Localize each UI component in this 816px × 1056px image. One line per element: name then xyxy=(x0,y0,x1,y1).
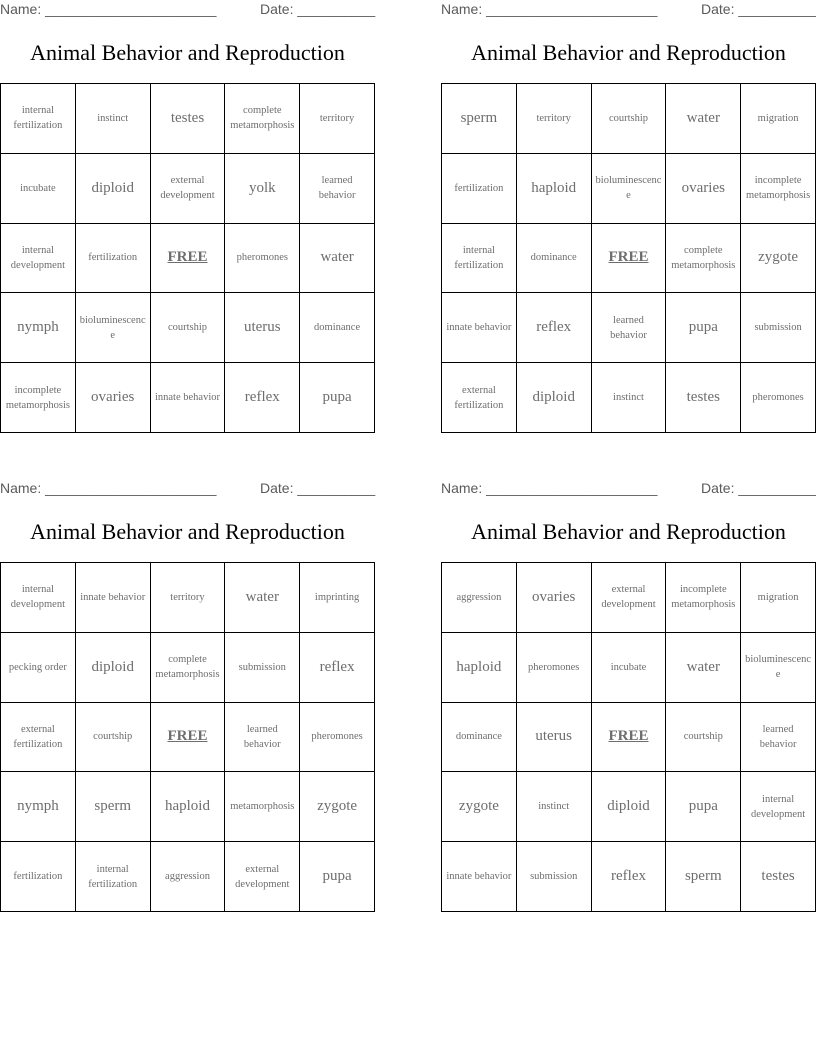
bingo-cell: pheromones xyxy=(300,703,375,773)
bingo-cell: migration xyxy=(741,84,816,154)
bingo-cell: courtship xyxy=(666,703,741,773)
bingo-cell: complete metamorphosis xyxy=(151,633,226,703)
bingo-cell: testes xyxy=(741,842,816,912)
bingo-cell: innate behavior xyxy=(442,842,517,912)
bingo-cell: dominance xyxy=(517,224,592,294)
bingo-cell: aggression xyxy=(151,842,226,912)
bingo-cell: water xyxy=(300,224,375,294)
bingo-cell: pheromones xyxy=(225,224,300,294)
card-title: Animal Behavior and Reproduction xyxy=(471,40,786,65)
bingo-cell: haploid xyxy=(442,633,517,703)
card-header xyxy=(0,1,375,19)
bingo-card-4 xyxy=(441,479,816,919)
bingo-cell: instinct xyxy=(76,84,151,154)
bingo-cell: uterus xyxy=(517,703,592,773)
bingo-cell: uterus xyxy=(225,293,300,363)
bingo-cell: imprinting xyxy=(300,563,375,633)
bingo-cell: fertilization xyxy=(76,224,151,294)
card-header xyxy=(0,480,375,498)
date-field: Date: __________ xyxy=(260,1,376,17)
bingo-cell: courtship xyxy=(592,84,667,154)
bingo-card-1 xyxy=(0,0,375,440)
bingo-cell: incubate xyxy=(1,154,76,224)
free-space: FREE xyxy=(592,224,667,294)
bingo-cell: territory xyxy=(300,84,375,154)
bingo-cell: external development xyxy=(592,563,667,633)
bingo-cell: zygote xyxy=(442,772,517,842)
bingo-grid xyxy=(441,83,816,433)
bingo-cell: reflex xyxy=(225,363,300,433)
bingo-cell: external fertilization xyxy=(442,363,517,433)
bingo-cell: internal fertilization xyxy=(1,84,76,154)
bingo-cell: reflex xyxy=(517,293,592,363)
bingo-cell: zygote xyxy=(741,224,816,294)
bingo-cell: ovaries xyxy=(517,563,592,633)
bingo-cell: sperm xyxy=(76,772,151,842)
bingo-cell: ovaries xyxy=(666,154,741,224)
bingo-cell: bioluminescence xyxy=(592,154,667,224)
bingo-cell: yolk xyxy=(225,154,300,224)
bingo-cell: metamorphosis xyxy=(225,772,300,842)
bingo-cell: courtship xyxy=(76,703,151,773)
bingo-cell: nymph xyxy=(1,772,76,842)
bingo-cell: pupa xyxy=(300,363,375,433)
bingo-cell: territory xyxy=(517,84,592,154)
bingo-cell: diploid xyxy=(517,363,592,433)
name-field: Name: ______________________ xyxy=(0,1,217,17)
bingo-cell: zygote xyxy=(300,772,375,842)
bingo-cell: testes xyxy=(666,363,741,433)
free-space: FREE xyxy=(151,703,226,773)
bingo-grid xyxy=(0,83,375,433)
card-title: Animal Behavior and Reproduction xyxy=(471,519,786,544)
card-header xyxy=(441,1,816,19)
bingo-cell: pupa xyxy=(300,842,375,912)
bingo-cell: internal development xyxy=(741,772,816,842)
bingo-cell: diploid xyxy=(592,772,667,842)
bingo-cell: instinct xyxy=(592,363,667,433)
bingo-cell: external development xyxy=(225,842,300,912)
bingo-cell: incomplete metamorphosis xyxy=(666,563,741,633)
bingo-cell: pupa xyxy=(666,772,741,842)
bingo-cell: diploid xyxy=(76,633,151,703)
bingo-cell: water xyxy=(666,633,741,703)
bingo-cell: water xyxy=(225,563,300,633)
date-field: Date: __________ xyxy=(701,480,816,496)
bingo-cell: territory xyxy=(151,563,226,633)
bingo-cell: innate behavior xyxy=(442,293,517,363)
bingo-cell: innate behavior xyxy=(76,563,151,633)
bingo-cell: innate behavior xyxy=(151,363,226,433)
bingo-cell: pecking order xyxy=(1,633,76,703)
bingo-grid xyxy=(0,562,375,912)
bingo-cell: learned behavior xyxy=(592,293,667,363)
bingo-cell: aggression xyxy=(442,563,517,633)
bingo-cell: haploid xyxy=(151,772,226,842)
bingo-cell: complete metamorphosis xyxy=(225,84,300,154)
bingo-cell: fertilization xyxy=(442,154,517,224)
name-field: Name: ______________________ xyxy=(441,1,658,17)
bingo-cell: nymph xyxy=(1,293,76,363)
bingo-cell: diploid xyxy=(76,154,151,224)
bingo-cell: fertilization xyxy=(1,842,76,912)
bingo-cell: external development xyxy=(151,154,226,224)
bingo-cell: reflex xyxy=(592,842,667,912)
bingo-cell: submission xyxy=(225,633,300,703)
bingo-cell: submission xyxy=(517,842,592,912)
free-space: FREE xyxy=(151,224,226,294)
bingo-cell: external fertilization xyxy=(1,703,76,773)
bingo-cell: dominance xyxy=(442,703,517,773)
name-field: Name: ______________________ xyxy=(0,480,217,496)
bingo-cell: sperm xyxy=(442,84,517,154)
date-field: Date: __________ xyxy=(701,1,816,17)
bingo-cell: incubate xyxy=(592,633,667,703)
bingo-cell: internal development xyxy=(1,224,76,294)
bingo-cell: learned behavior xyxy=(225,703,300,773)
bingo-cell: complete metamorphosis xyxy=(666,224,741,294)
card-title: Animal Behavior and Reproduction xyxy=(30,519,345,544)
bingo-card-2 xyxy=(441,0,816,440)
bingo-cell: incomplete metamorphosis xyxy=(1,363,76,433)
free-space: FREE xyxy=(592,703,667,773)
bingo-cell: courtship xyxy=(151,293,226,363)
bingo-cell: reflex xyxy=(300,633,375,703)
bingo-cell: pheromones xyxy=(517,633,592,703)
bingo-cell: bioluminescence xyxy=(76,293,151,363)
bingo-cell: pheromones xyxy=(741,363,816,433)
bingo-cell: submission xyxy=(741,293,816,363)
bingo-cell: internal fertilization xyxy=(442,224,517,294)
bingo-cell: migration xyxy=(741,563,816,633)
bingo-grid xyxy=(441,562,816,912)
bingo-cell: sperm xyxy=(666,842,741,912)
bingo-cell: internal fertilization xyxy=(76,842,151,912)
bingo-cell: pupa xyxy=(666,293,741,363)
bingo-cell: dominance xyxy=(300,293,375,363)
bingo-cell: incomplete metamorphosis xyxy=(741,154,816,224)
bingo-cell: bioluminescence xyxy=(741,633,816,703)
bingo-cell: testes xyxy=(151,84,226,154)
name-field: Name: ______________________ xyxy=(441,480,658,496)
date-field: Date: __________ xyxy=(260,480,376,496)
bingo-cell: learned behavior xyxy=(741,703,816,773)
bingo-cell: learned behavior xyxy=(300,154,375,224)
bingo-cell: haploid xyxy=(517,154,592,224)
bingo-cell: instinct xyxy=(517,772,592,842)
bingo-cell: water xyxy=(666,84,741,154)
bingo-cell: internal development xyxy=(1,563,76,633)
bingo-cell: ovaries xyxy=(76,363,151,433)
card-title: Animal Behavior and Reproduction xyxy=(30,40,345,65)
bingo-card-3 xyxy=(0,479,375,919)
card-header xyxy=(441,480,816,498)
